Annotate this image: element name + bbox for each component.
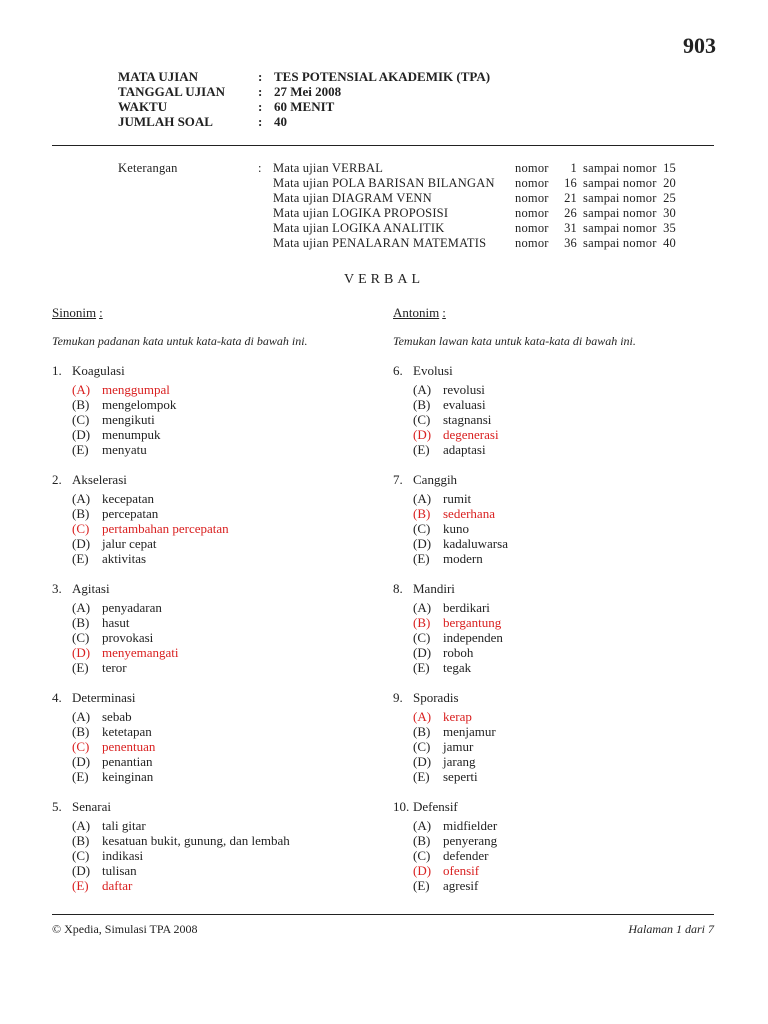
answer-option xyxy=(413,878,478,894)
keterangan-subject: Mata ujian PENALARAN MATEMATIS xyxy=(273,236,487,250)
answer-option xyxy=(413,382,485,398)
header-value: 40 xyxy=(274,114,287,129)
option-letter: (B) xyxy=(413,833,431,848)
question-number: 5. xyxy=(52,799,62,814)
option-text: menggumpal xyxy=(102,382,170,397)
answer-option-correct xyxy=(72,382,170,398)
option-letter: (E) xyxy=(72,551,89,566)
option-letter: (C) xyxy=(413,739,431,754)
option-text: kerap xyxy=(443,709,472,724)
question-number: 9. xyxy=(393,690,403,705)
question-word: Determinasi xyxy=(72,690,136,705)
option-text: hasut xyxy=(102,615,130,630)
keterangan-to: 20 xyxy=(663,176,676,190)
option-text: menyemangati xyxy=(102,645,179,660)
keterangan-sampai-label: sampai nomor xyxy=(583,221,657,235)
sinonim-heading: Sinonim : xyxy=(52,305,103,320)
option-text: tegak xyxy=(443,660,472,675)
answer-option xyxy=(413,769,478,785)
question-word: Mandiri xyxy=(413,581,455,596)
answer-option xyxy=(413,645,473,661)
option-letter: (A) xyxy=(72,382,91,397)
option-text: adaptasi xyxy=(443,442,486,457)
keterangan-subject: Mata ujian POLA BARISAN BILANGAN xyxy=(273,176,495,190)
option-letter: (B) xyxy=(413,506,431,521)
answer-option xyxy=(413,551,483,567)
keterangan-from: 36 xyxy=(564,236,577,250)
header-label: MATA UJIAN xyxy=(118,69,199,84)
option-text: mengelompok xyxy=(102,397,177,412)
answer-option xyxy=(413,754,475,770)
keterangan-sampai-label: sampai nomor xyxy=(583,191,657,205)
option-text: degenerasi xyxy=(443,427,499,442)
option-letter: (C) xyxy=(72,521,90,536)
answer-option xyxy=(413,412,491,428)
question-word: Akselerasi xyxy=(72,472,127,487)
option-letter: (E) xyxy=(72,878,89,893)
antonim-heading: Antonim : xyxy=(393,305,446,320)
answer-option xyxy=(72,709,132,725)
option-letter: (A) xyxy=(413,709,432,724)
option-letter: (D) xyxy=(413,645,432,660)
answer-option xyxy=(413,818,497,834)
option-letter: (B) xyxy=(413,724,431,739)
answer-option xyxy=(72,491,154,507)
option-letter: (D) xyxy=(72,754,91,769)
option-letter: (E) xyxy=(413,551,430,566)
keterangan-sampai-label: sampai nomor xyxy=(583,161,657,175)
keterangan-nomor-label: nomor xyxy=(515,221,549,235)
answer-option xyxy=(413,724,496,740)
keterangan-to: 30 xyxy=(663,206,676,220)
answer-option xyxy=(413,660,471,676)
question-word: Agitasi xyxy=(72,581,110,596)
header-value: TES POTENSIAL AKADEMIK (TPA) xyxy=(274,69,491,84)
answer-option xyxy=(72,833,290,849)
question-number: 3. xyxy=(52,581,62,596)
answer-option-correct xyxy=(413,863,479,879)
question-number: 8. xyxy=(393,581,403,596)
option-text: berdikari xyxy=(443,600,490,615)
option-letter: (D) xyxy=(413,427,432,442)
keterangan-nomor-label: nomor xyxy=(515,236,549,250)
keterangan-to: 35 xyxy=(663,221,676,235)
option-text: kesatuan bukit, gunung, dan lembah xyxy=(102,833,290,848)
keterangan-sampai-label: sampai nomor xyxy=(583,206,657,220)
answer-option xyxy=(72,863,137,879)
option-text: menyatu xyxy=(102,442,147,457)
option-text: independen xyxy=(443,630,503,645)
option-text: daftar xyxy=(102,878,133,893)
option-text: teror xyxy=(102,660,127,675)
option-letter: (D) xyxy=(72,536,91,551)
question-number: 6. xyxy=(393,363,403,378)
option-letter: (A) xyxy=(72,709,91,724)
option-text: jalur cepat xyxy=(102,536,157,551)
keterangan-subject: Mata ujian LOGIKA PROPOSISI xyxy=(273,206,449,220)
option-letter: (A) xyxy=(413,382,432,397)
answer-option xyxy=(413,536,508,552)
option-text: sebab xyxy=(102,709,132,724)
option-text: revolusi xyxy=(443,382,485,397)
answer-option xyxy=(413,739,473,755)
option-text: midfielder xyxy=(443,818,498,833)
option-text: stagnansi xyxy=(443,412,492,427)
keterangan-to: 15 xyxy=(663,161,676,175)
option-text: penyadaran xyxy=(102,600,162,615)
option-text: ketetapan xyxy=(102,724,152,739)
option-text: modern xyxy=(443,551,483,566)
option-text: provokasi xyxy=(102,630,154,645)
option-text: jarang xyxy=(443,754,476,769)
keterangan-nomor-label: nomor xyxy=(515,191,549,205)
option-letter: (D) xyxy=(72,645,91,660)
question-word: Sporadis xyxy=(413,690,459,705)
answer-option xyxy=(72,397,176,413)
header-label: JUMLAH SOAL xyxy=(118,114,213,129)
option-letter: (A) xyxy=(72,818,91,833)
question-number: 7. xyxy=(393,472,403,487)
option-text: bergantung xyxy=(443,615,502,630)
question-word: Evolusi xyxy=(413,363,453,378)
answer-option xyxy=(72,506,158,522)
answer-option-correct xyxy=(72,521,229,537)
option-text: penyerang xyxy=(443,833,498,848)
option-letter: (B) xyxy=(72,615,90,630)
option-text: kuno xyxy=(443,521,469,536)
question-number: 1. xyxy=(52,363,62,378)
option-text: penentuan xyxy=(102,739,156,754)
keterangan-to: 25 xyxy=(663,191,676,205)
answer-option xyxy=(72,600,162,616)
question-number: 4. xyxy=(52,690,62,705)
option-text: evaluasi xyxy=(443,397,486,412)
option-text: menjamur xyxy=(443,724,496,739)
option-letter: (B) xyxy=(72,397,90,412)
option-text: ofensif xyxy=(443,863,480,878)
option-text: agresif xyxy=(443,878,479,893)
answer-option-correct xyxy=(72,878,132,894)
header-colon: : xyxy=(258,69,263,84)
option-letter: (E) xyxy=(72,660,89,675)
option-letter: (B) xyxy=(72,506,90,521)
keterangan-sampai-label: sampai nomor xyxy=(583,176,657,190)
option-text: rumit xyxy=(443,491,472,506)
question-word: Koagulasi xyxy=(72,363,125,378)
answer-option xyxy=(72,818,146,834)
answer-option xyxy=(72,536,157,552)
answer-option xyxy=(413,600,490,616)
sinonim-instruction: Temukan padanan kata untuk kata-kata di bawah ini. xyxy=(52,334,308,348)
answer-option-correct xyxy=(413,427,499,443)
question-word: Defensif xyxy=(413,799,458,814)
option-letter: (B) xyxy=(413,615,431,630)
exam-header xyxy=(118,69,618,131)
option-letter: (B) xyxy=(72,833,90,848)
keterangan-nomor-label: nomor xyxy=(515,206,549,220)
option-letter: (A) xyxy=(413,600,432,615)
question-word: Canggih xyxy=(413,472,458,487)
answer-option xyxy=(72,848,143,864)
option-letter: (E) xyxy=(72,769,89,784)
header-colon: : xyxy=(258,99,263,114)
option-text: aktivitas xyxy=(102,551,147,566)
answer-option xyxy=(72,615,129,631)
keterangan-nomor-label: nomor xyxy=(515,176,549,190)
option-letter: (C) xyxy=(72,412,90,427)
keterangan-nomor-label: nomor xyxy=(515,161,549,175)
keterangan-label: Keterangan xyxy=(118,161,178,175)
question-word: Senarai xyxy=(72,799,111,814)
option-letter: (E) xyxy=(72,442,89,457)
footer-copyright: © Xpedia, Simulasi TPA 2008 xyxy=(52,922,198,936)
answer-option xyxy=(72,551,146,567)
page-code: 903 xyxy=(683,33,716,58)
option-text: jamur xyxy=(443,739,474,754)
option-letter: (D) xyxy=(413,536,432,551)
option-letter: (C) xyxy=(413,521,431,536)
option-text: tulisan xyxy=(102,863,137,878)
answer-option xyxy=(413,521,469,537)
option-text: roboh xyxy=(443,645,474,660)
answer-option xyxy=(72,724,152,740)
answer-option-correct xyxy=(413,506,495,522)
antonim-instruction: Temukan lawan kata untuk kata-kata di bawah ini. xyxy=(393,334,636,348)
answer-option-correct xyxy=(413,709,472,725)
answer-option xyxy=(413,397,486,413)
header-value: 27 Mei 2008 xyxy=(274,84,342,99)
answer-option xyxy=(413,491,471,507)
answer-option-correct xyxy=(72,739,155,755)
option-text: kecepatan xyxy=(102,491,154,506)
answer-option xyxy=(413,848,488,864)
keterangan-block xyxy=(118,161,718,253)
answer-option xyxy=(72,754,153,770)
answer-option xyxy=(72,769,153,785)
option-letter: (E) xyxy=(413,769,430,784)
option-letter: (C) xyxy=(413,848,431,863)
option-letter: (B) xyxy=(72,724,90,739)
option-text: percepatan xyxy=(102,506,159,521)
answer-option xyxy=(72,427,161,443)
header-divider xyxy=(52,145,714,146)
keterangan-to: 40 xyxy=(663,236,676,250)
option-letter: (A) xyxy=(72,600,91,615)
option-text: menumpuk xyxy=(102,427,161,442)
header-colon: : xyxy=(258,84,263,99)
option-letter: (C) xyxy=(72,630,90,645)
answer-option xyxy=(72,630,153,646)
keterangan-subject: Mata ujian DIAGRAM VENN xyxy=(273,191,432,205)
answer-option xyxy=(72,660,127,676)
section-title: VERBAL xyxy=(344,272,424,287)
option-letter: (E) xyxy=(413,442,430,457)
keterangan-subject: Mata ujian LOGIKA ANALITIK xyxy=(273,221,445,235)
option-letter: (B) xyxy=(413,397,431,412)
option-text: kadaluwarsa xyxy=(443,536,508,551)
header-label: WAKTU xyxy=(118,99,168,114)
header-value: 60 MENIT xyxy=(274,99,335,114)
option-text: tali gitar xyxy=(102,818,146,833)
answer-option-correct xyxy=(72,645,179,661)
option-text: pertambahan percepatan xyxy=(102,521,229,536)
answer-option-correct xyxy=(413,615,501,631)
option-letter: (A) xyxy=(413,491,432,506)
option-letter: (C) xyxy=(72,739,90,754)
answer-option xyxy=(413,442,486,458)
header-label: TANGGAL UJIAN xyxy=(118,84,226,99)
keterangan-sampai-label: sampai nomor xyxy=(583,236,657,250)
answer-option xyxy=(72,442,147,458)
option-letter: (C) xyxy=(72,848,90,863)
keterangan-from: 31 xyxy=(564,221,577,235)
option-letter: (A) xyxy=(413,818,432,833)
option-letter: (D) xyxy=(72,427,91,442)
option-text: penantian xyxy=(102,754,153,769)
option-text: sederhana xyxy=(443,506,495,521)
keterangan-colon: : xyxy=(258,161,262,175)
footer-divider xyxy=(52,914,714,915)
answer-option xyxy=(413,833,497,849)
option-letter: (A) xyxy=(72,491,91,506)
option-letter: (E) xyxy=(413,878,430,893)
keterangan-from: 16 xyxy=(564,176,577,190)
keterangan-from: 1 xyxy=(570,161,577,175)
option-text: defender xyxy=(443,848,489,863)
option-letter: (D) xyxy=(413,754,432,769)
option-letter: (C) xyxy=(413,630,431,645)
header-colon: : xyxy=(258,114,263,129)
option-letter: (D) xyxy=(72,863,91,878)
option-text: seperti xyxy=(443,769,478,784)
keterangan-subject: Mata ujian VERBAL xyxy=(273,161,384,175)
answer-option xyxy=(413,630,503,646)
answer-option xyxy=(72,412,155,428)
question-number: 10. xyxy=(393,799,410,814)
option-text: mengikuti xyxy=(102,412,155,427)
option-text: keinginan xyxy=(102,769,154,784)
option-letter: (C) xyxy=(413,412,431,427)
question-number: 2. xyxy=(52,472,62,487)
keterangan-from: 26 xyxy=(564,206,577,220)
option-letter: (D) xyxy=(413,863,432,878)
option-letter: (E) xyxy=(413,660,430,675)
keterangan-from: 21 xyxy=(564,191,577,205)
footer-page-number: Halaman 1 dari 7 xyxy=(628,922,714,936)
option-text: indikasi xyxy=(102,848,144,863)
